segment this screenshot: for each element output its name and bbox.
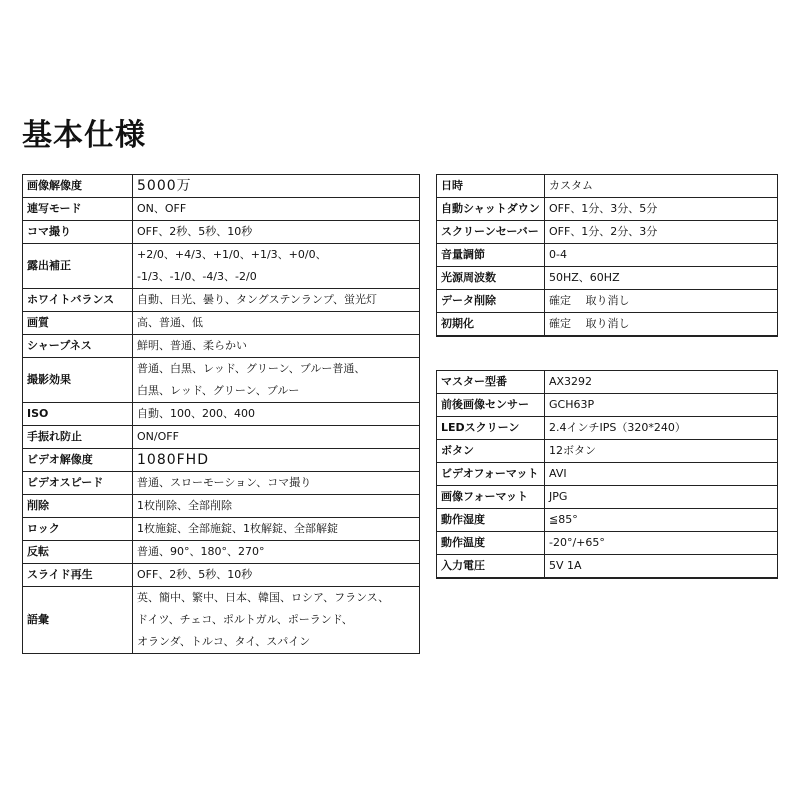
spec-value	[133, 312, 420, 335]
spec-value-line: GCH63P	[549, 398, 595, 411]
spec-value-line: 5000万	[137, 178, 192, 194]
table-row	[437, 221, 778, 244]
spec-value-line: 普通、スローモーション、コマ撮り	[137, 476, 312, 489]
spec-label: 手振れ防止	[23, 426, 133, 449]
table-row	[23, 472, 420, 495]
spec-value-line: カスタム	[549, 179, 593, 192]
table-row	[437, 394, 778, 417]
table-row	[23, 403, 420, 426]
spec-value-line: ON/OFF	[137, 430, 179, 443]
spec-value-line: JPG	[549, 490, 568, 503]
spec-value-line: 0-4	[549, 248, 567, 261]
table-row	[437, 267, 778, 290]
spec-value	[133, 221, 420, 244]
table-row	[23, 541, 420, 564]
table-row	[23, 244, 420, 289]
page-title: 基本仕様	[22, 118, 146, 153]
spec-value-line: 自動、100、200、400	[137, 407, 255, 420]
spec-table-left	[22, 174, 420, 654]
spec-value-line: 英、簡中、繁中、日本、韓国、ロシア、フランス、	[137, 591, 390, 604]
spec-value	[133, 426, 420, 449]
spec-value-line: OFF、2秒、5秒、10秒	[137, 568, 253, 581]
spec-value-line: OFF、1分、2分、3分	[549, 225, 658, 238]
spec-value	[545, 417, 778, 440]
spec-label: 撮影効果	[23, 358, 133, 403]
spec-value	[133, 403, 420, 426]
table-row	[23, 426, 420, 449]
table-row	[437, 175, 778, 198]
spec-value	[133, 518, 420, 541]
spec-label: データ削除	[437, 290, 545, 313]
spec-label: 連写モード	[23, 198, 133, 221]
table-row	[23, 312, 420, 335]
spec-value-line: 高、普通、低	[137, 316, 203, 329]
spec-label: コマ撮り	[23, 221, 133, 244]
table-row	[23, 221, 420, 244]
spec-value	[545, 509, 778, 532]
table-row	[437, 555, 778, 579]
spec-label: ISO	[23, 403, 133, 426]
spec-value-line: -1/3、-1/0、-4/3、-2/0	[137, 270, 257, 283]
spec-value	[545, 290, 778, 313]
spec-value-line: ON、OFF	[137, 202, 187, 215]
spec-label: ビデオ解像度	[23, 449, 133, 472]
table-row	[23, 335, 420, 358]
spec-value	[545, 267, 778, 290]
spec-label: 動作湿度	[437, 509, 545, 532]
spec-label: ホワイトバランス	[23, 289, 133, 312]
spec-value-line: 白黒、レッド、グリーン、ブルー	[137, 384, 300, 397]
spec-label: ボタン	[437, 440, 545, 463]
spec-table-settings	[436, 174, 778, 337]
spec-value-line: +2/0、+4/3、+1/0、+1/3、+0/0、	[137, 248, 327, 261]
spec-value	[545, 175, 778, 198]
spec-value-line: 鮮明、普通、柔らかい	[137, 339, 247, 352]
spec-value-line: 普通、白黒、レッド、グリーン、ブルー普通、	[137, 362, 366, 375]
table-row	[437, 313, 778, 337]
spec-value	[133, 358, 420, 403]
spec-label: ロック	[23, 518, 133, 541]
table-row	[23, 198, 420, 221]
spec-value	[545, 244, 778, 267]
spec-table-hardware	[436, 370, 778, 579]
spec-value-line: 確定 取り消し	[549, 317, 630, 330]
table-row	[23, 289, 420, 312]
table-row	[437, 290, 778, 313]
spec-value-line: AX3292	[549, 375, 593, 388]
spec-value-line: 1枚施錠、全部施錠、1枚解錠、全部解錠	[137, 522, 338, 535]
spec-value-line: 確定 取り消し	[549, 294, 630, 307]
spec-label: 日時	[437, 175, 545, 198]
spec-value-line: 2.4インチIPS（320*240）	[549, 421, 686, 434]
spec-label: スクリーンセーバー	[437, 221, 545, 244]
spec-value	[133, 449, 420, 472]
table-row	[437, 198, 778, 221]
spec-label: シャープネス	[23, 335, 133, 358]
spec-value	[545, 440, 778, 463]
spec-value	[133, 472, 420, 495]
spec-value	[545, 371, 778, 394]
spec-value	[545, 394, 778, 417]
table-row	[23, 449, 420, 472]
spec-value	[133, 541, 420, 564]
spec-value-line: OFF、2秒、5秒、10秒	[137, 225, 253, 238]
table-row	[23, 175, 420, 198]
spec-label: LEDスクリーン	[437, 417, 545, 440]
spec-label: スライド再生	[23, 564, 133, 587]
spec-label: ビデオフォーマット	[437, 463, 545, 486]
spec-value-line: AVI	[549, 467, 567, 480]
spec-label: 前後画像センサー	[437, 394, 545, 417]
spec-value-line: 5V 1A	[549, 559, 582, 572]
table-row	[437, 509, 778, 532]
table-row	[437, 486, 778, 509]
spec-label: 語彙	[23, 587, 133, 654]
spec-label: 反転	[23, 541, 133, 564]
spec-value	[545, 198, 778, 221]
spec-value-line: ドイツ、チェコ、ポルトガル、ポーランド、	[137, 613, 353, 626]
spec-label: マスター型番	[437, 371, 545, 394]
spec-value	[133, 175, 420, 198]
table-row	[23, 518, 420, 541]
spec-value-line: 1080FHD	[137, 452, 209, 468]
spec-value	[133, 564, 420, 587]
spec-label: 光源周波数	[437, 267, 545, 290]
spec-value-line: 1枚削除、全部削除	[137, 499, 232, 512]
spec-value	[133, 289, 420, 312]
spec-value	[545, 313, 778, 337]
spec-value-line: 50HZ、60HZ	[549, 271, 620, 284]
table-row	[437, 440, 778, 463]
spec-label: ビデオスピード	[23, 472, 133, 495]
spec-value	[133, 335, 420, 358]
table-row	[437, 463, 778, 486]
spec-value	[545, 555, 778, 579]
spec-value	[545, 486, 778, 509]
spec-label: 動作温度	[437, 532, 545, 555]
table-row	[437, 244, 778, 267]
spec-value	[545, 221, 778, 244]
spec-label: 自動シャットダウン	[437, 198, 545, 221]
spec-value	[133, 495, 420, 518]
spec-value-line: ≦85°	[549, 513, 578, 526]
spec-value	[133, 198, 420, 221]
table-row	[23, 564, 420, 587]
spec-value-line: 12ボタン	[549, 444, 596, 457]
spec-value-line: OFF、1分、3分、5分	[549, 202, 658, 215]
spec-label: 削除	[23, 495, 133, 518]
spec-value-line: オランダ、トルコ、タイ、スパイン	[137, 635, 311, 648]
table-row	[23, 587, 420, 654]
spec-value	[545, 532, 778, 555]
spec-label: 露出補正	[23, 244, 133, 289]
spec-label: 入力電圧	[437, 555, 545, 579]
table-row	[23, 495, 420, 518]
spec-value	[133, 587, 420, 654]
table-row	[23, 358, 420, 403]
table-row	[437, 532, 778, 555]
spec-label: 画像フォーマット	[437, 486, 545, 509]
spec-value-line: 自動、日光、曇り、タングステンランプ、蛍光灯	[137, 293, 378, 306]
spec-label: 音量調節	[437, 244, 545, 267]
table-row	[437, 417, 778, 440]
spec-value	[133, 244, 420, 289]
spec-label: 画質	[23, 312, 133, 335]
spec-value-line: 普通、90°、180°、270°	[137, 545, 265, 558]
spec-label: 画像解像度	[23, 175, 133, 198]
spec-label: 初期化	[437, 313, 545, 337]
spec-value-line: -20°/+65°	[549, 536, 605, 549]
table-row	[437, 371, 778, 394]
spec-value	[545, 463, 778, 486]
